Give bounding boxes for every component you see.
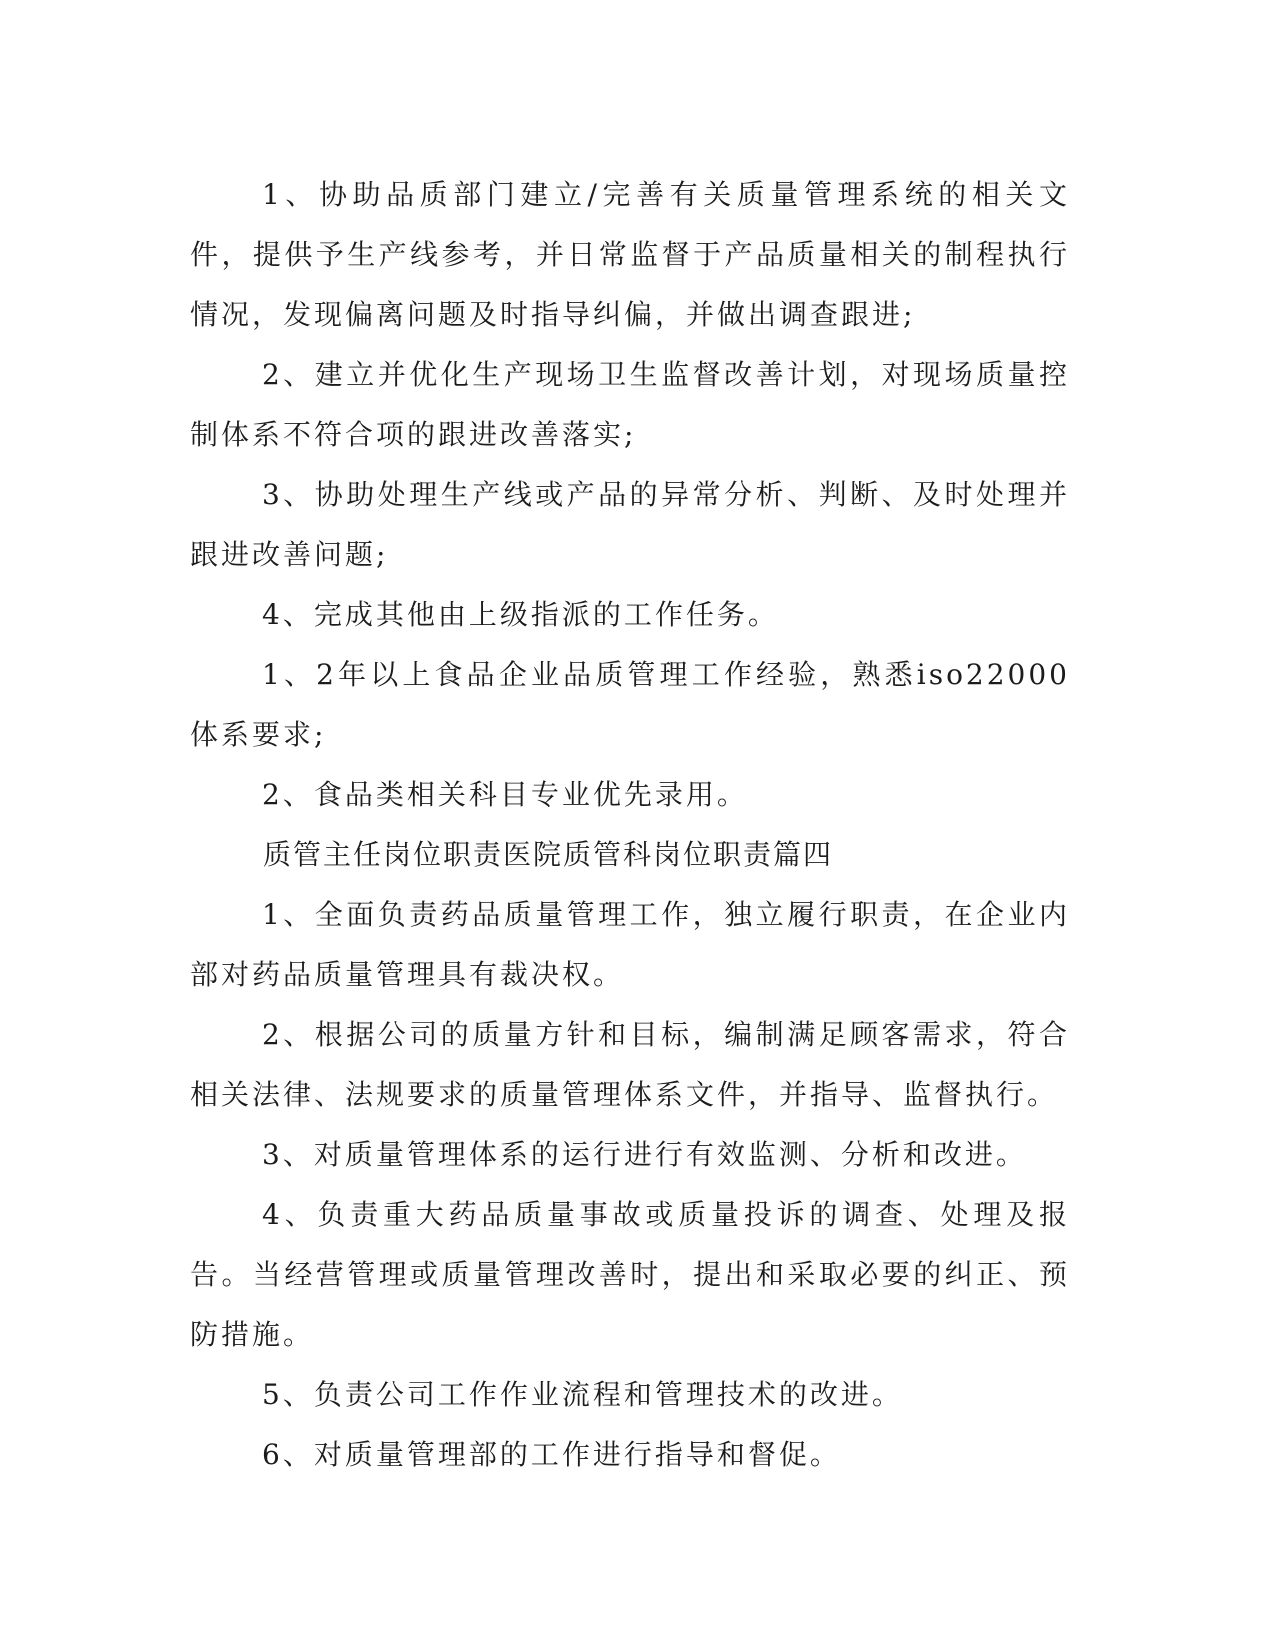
paragraph-duty-2: 2、建立并优化生产现场卫生监督改善计划，对现场质量控制体系不符合项的跟进改善落实; (190, 358, 1070, 451)
paragraph-responsibility-6: 6、对质量管理部的工作进行指导和督促。 (262, 1438, 841, 1471)
paragraph-duty-3: 3、协助处理生产线或产品的异常分析、判断、及时处理并跟进改善问题; (190, 478, 1070, 571)
paragraph-requirement-2: 2、食品类相关科目专业优先录用。 (262, 778, 748, 811)
paragraph-duty-4: 4、完成其他由上级指派的工作任务。 (262, 598, 779, 631)
paragraph-duty-1: 1、协助品质部门建立/完善有关质量管理系统的相关文件，提供予生产线参考，并日常监督于产品质量相关的制程执行情况，发现偏离问题及时指导纠偏，并做出调查跟进; (190, 178, 1070, 331)
document-body (190, 165, 1070, 1485)
paragraph-responsibility-2: 2、根据公司的质量方针和目标，编制满足顾客需求，符合相关法律、法规要求的质量管理体系文件，并指导、监督执行。 (190, 1018, 1070, 1111)
section-title: 质管主任岗位职责医院质管科岗位职责篇四 (263, 838, 834, 871)
paragraph-responsibility-1: 1、全面负责药品质量管理工作，独立履行职责，在企业内部对药品质量管理具有裁决权。 (190, 898, 1070, 991)
paragraph-responsibility-3: 3、对质量管理体系的运行进行有效监测、分析和改进。 (262, 1138, 1027, 1171)
paragraph-responsibility-5: 5、负责公司工作作业流程和管理技术的改进。 (262, 1378, 903, 1411)
paragraph-responsibility-4: 4、负责重大药品质量事故或质量投诉的调查、处理及报告。当经营管理或质量管理改善时，提出和采取必要的纠正、预防措施。 (190, 1198, 1070, 1351)
paragraph-requirement-1: 1、2年以上食品企业品质管理工作经验，熟悉iso22000体系要求; (190, 658, 1070, 751)
